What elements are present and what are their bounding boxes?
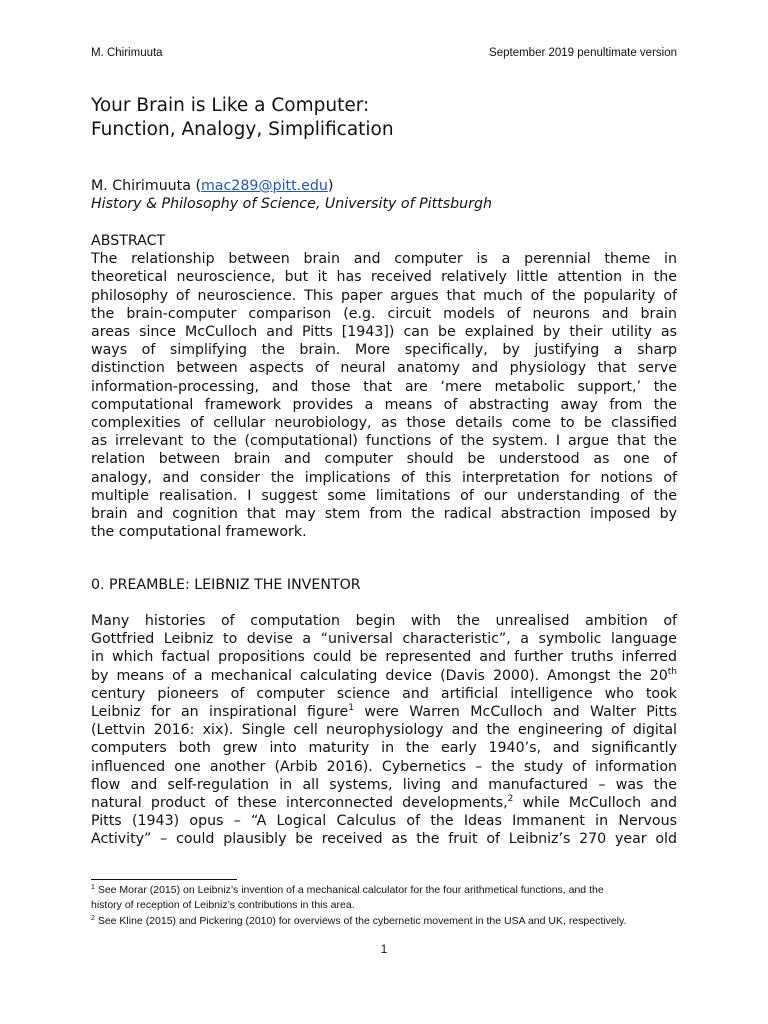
footnote-1-text: See Morar (2015) on Leibniz’s invention of a mechanical calculator for the four arithmetical functions, and the [94,884,604,896]
superscript-th: th [667,666,677,677]
footnote-1-line-1 [91,883,691,898]
footnote-2 [91,914,691,929]
body-line: computers both grew into maturity in the early 1940’s, and significantly [91,740,677,757]
footnote-divider [91,879,237,880]
body-text: while McCulloch and [513,795,677,812]
body-line: Activity” – could plausibly be received as the fruit of Leibniz’s 270 year old [91,831,677,848]
page-number: 1 [380,942,388,956]
body-line [91,703,677,721]
body-text: natural product of these interconnected developments, [91,795,508,812]
running-header-author: M. Chirimuuta [91,47,163,59]
abstract-heading: ABSTRACT [91,233,166,249]
body-line: Many histories of computation begin with the unrealised ambition of [91,613,677,629]
body-line: century pioneers of computer science and artificial intelligence who took [91,685,677,702]
body-text: by means of a mechanical calculating device (Davis 2000). Amongst the 20 [91,667,668,684]
section-heading: 0. PREAMBLE: LEIBNIZ THE INVENTOR [91,577,361,593]
body-line [91,667,677,685]
body-line: Pitts (1943) opus – “A Logical Calculus of the Ideas Immanent in Nervous [91,813,677,830]
running-header-version: September 2019 penultimate version [489,47,677,59]
abstract-line: distinction between aspects of neural anatomy and physiology that serve [91,360,677,377]
author-line [91,177,677,195]
abstract-line: philosophy of neuroscience. This paper argues that much of the popularity of [91,287,677,304]
body-line: influenced one another (Arbib 2016). Cybernetics – the study of information [91,758,677,775]
body-line: Gottfried Leibniz to devise a “universal characteristic”, a symbolic language [91,631,677,648]
body-text: were Warren McCulloch and Walter Pitts [353,704,677,721]
abstract-line: information-processing, and those that are ‘mere metabolic support,’ the [91,378,677,395]
abstract-line: The relationship between brain and computer is a perennial theme in [91,251,677,268]
author-name: M. Chirimuuta ( [91,178,201,194]
footnote-ref-2[interactable]: 2 [507,794,514,805]
abstract-line: brain and cognition that may stem from the radical abstraction imposed by [91,506,677,523]
body-text: Leibniz for an inspirational figure [91,704,349,721]
footnote-1-line-2: history of reception of Leibniz’s contributions in this area. [91,899,355,911]
footnote-1 [91,883,691,913]
abstract-line: the brain-computer comparison (e.g. circuit models of neurons and brain [91,305,677,322]
title-line-2: Function, Analogy, Simplification [91,119,394,140]
abstract-line: computational framework provides a means of abstracting away from the [91,396,677,413]
byline-close-paren: ) [327,178,334,194]
author-email-link[interactable]: mac289@pitt.edu [200,178,328,194]
footnote-ref-1[interactable]: 1 [348,703,354,714]
abstract-text [91,250,677,541]
abstract [91,232,677,541]
abstract-line: as irrelevant to the (computational) functions of the system. I argue that the [91,433,677,450]
body-line [91,794,677,812]
abstract-line: analogy, and consider the implications of this interpretation for notions of [91,469,677,486]
abstract-line: ways of simplifying the brain. More specifically, by justifying a sharp [91,342,677,359]
footnote-2-text: See Kline (2015) and Pickering (2010) for overviews of the cybernetic movement in the USA and UK, respectively. [94,915,627,927]
author-affiliation: History & Philosophy of Science, University of Pittsburgh [91,196,492,213]
footnote-1-number: 1 [91,884,95,891]
body-line: flow and self-regulation in all systems, living and manufactured – was the [91,776,677,793]
section-body [91,612,677,849]
abstract-line: the computational framework. [91,524,307,541]
body-line: (Lettvin 2016: xix). Single cell neurophysiology and the engineering of digital [91,722,677,739]
abstract-line: areas since McCulloch and Pitts [1943]) can be explained by their utility as [91,324,677,341]
byline [91,177,677,213]
abstract-line: relation between brain and computer should be understood as one of [91,451,677,468]
title-line-1: Your Brain is Like a Computer: [91,95,370,116]
abstract-line: complexities of cellular neurobiology, as those details come to be classified [91,415,677,432]
paper-title [91,94,691,142]
abstract-line: theoretical neuroscience, but it has received relatively little attention in the [91,269,677,286]
abstract-line: multiple realisation. I suggest some limitations of our understanding of the [91,487,677,504]
footnote-2-number: 2 [91,915,95,922]
body-line: in which factual propositions could be represented and further truths inferred [91,649,677,666]
